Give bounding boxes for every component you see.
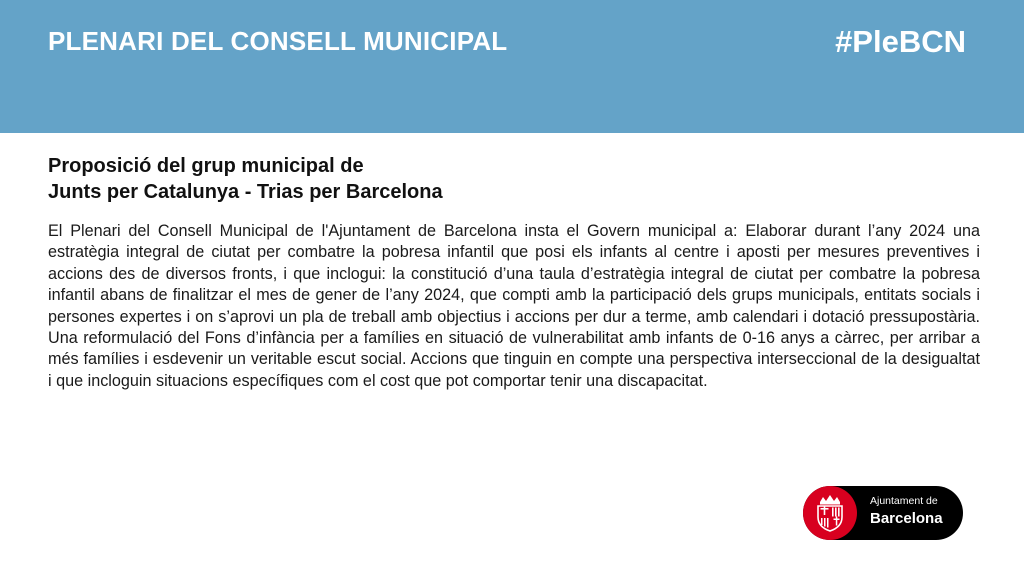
- heading-line-1: Proposició del grup municipal de: [48, 155, 364, 177]
- heading-line-2: Junts per Catalunya - Trias per Barcelona: [48, 181, 443, 203]
- page-title: PLENARI DEL CONSELL MUNICIPAL: [48, 26, 508, 56]
- proposal-content: [48, 153, 980, 392]
- logo-line-1: Ajuntament de: [870, 495, 938, 507]
- proposal-body: El Plenari del Consell Municipal de l'Ajuntament de Barcelona insta el Govern municipal a: Elaborar durant l’any 2024 una estratègia integral de ciutat per combatre la pobresa infantil que posi els infants al centre i aposti per mesures preventives i accions des de diversos fronts, i que inclogui: la constitució d’una taula d’estratègia integral de ciutat per combatre la pobresa infantil abans de finalitzar el mes de gener de l’any 2024, que compti amb la participació dels grups municipals, entitats socials i persones expertes i on s’aprovi un pla de treball amb objectius i accions per dur a terme, amb calendari i dotació pressupostària. Una reformulació del Fons d’infància per a famílies en situació de vulnerabilitat amb infants de 0-16 anys a càrrec, per arribar a més famílies i esdevenir un veritable escut social. Accions que tinguin en compte una perspectiva interseccional de la desigualtat i que incloguin situacions específiques com el cost que pot comportar tenir una discapacitat.: [48, 222, 980, 390]
- hashtag: #PleBCN: [835, 24, 966, 59]
- proposal-heading: [48, 153, 980, 205]
- logo-line-2: Barcelona: [870, 509, 943, 527]
- barcelona-coat-of-arms-icon: [803, 486, 857, 540]
- header-banner: [0, 0, 1024, 133]
- ajuntament-logo: [803, 486, 963, 540]
- logo-wordmark: [870, 496, 943, 526]
